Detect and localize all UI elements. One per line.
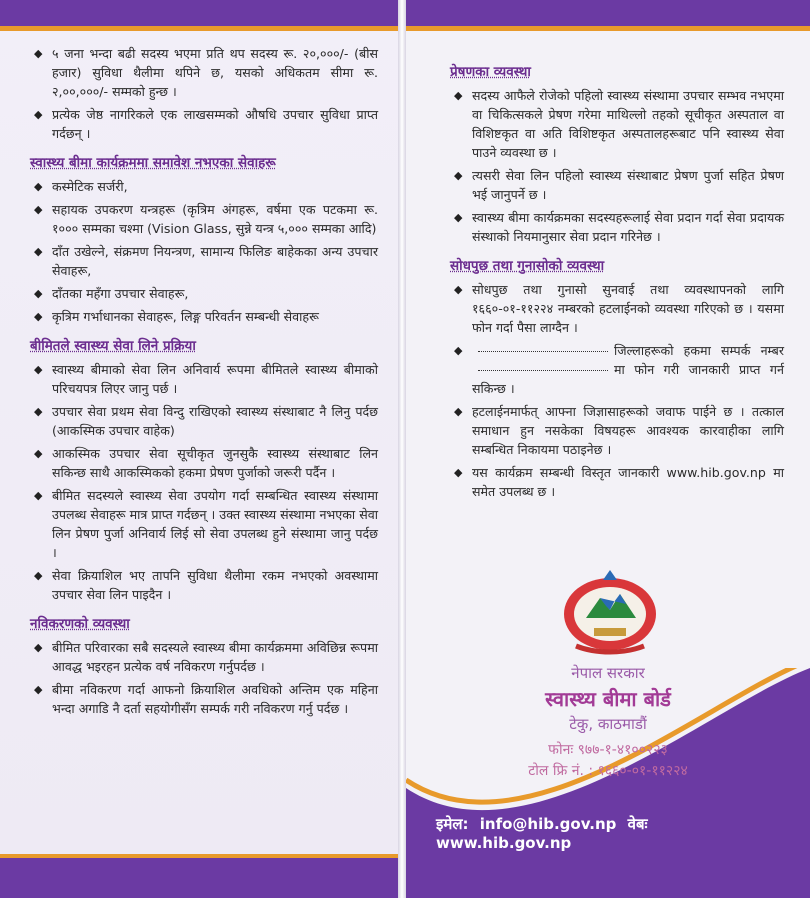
list-item: ◆ सहायक उपकरण यन्त्रहरू (कृत्रिम अंगहरू, वर्षमा एक पटकमा रू. १००० सम्मका चश्मा (Vision Glass, सुन्ने यन्त्र ५,००० सम्मका आदि) bbox=[30, 200, 378, 238]
list-item: ◆ सोधपुछ तथा गुनासो सुनवाई तथा व्यवस्थापनको लागि १६६०-०१-११२२४ नम्बरको हटलाईनको व्यवस्था गरिएको छ । यसमा फोन गर्दा पैसा लाग्दैन । bbox=[450, 280, 784, 337]
list-item: ◆ सेवा क्रियाशिल भए तापनि सुविधा थैलीमा रकम नभएको अवस्थामा उपचार सेवा लिन पाइदैन । bbox=[30, 566, 378, 604]
fold-line bbox=[398, 0, 406, 898]
email-label: इमेल: bbox=[436, 815, 469, 833]
list-item: ◆ कृत्रिम गर्भाधानका सेवाहरू, लिङ्ग परिवर्तन सम्बन्धी सेवाहरू bbox=[30, 307, 378, 326]
org-block bbox=[406, 663, 810, 780]
address: टेकु, काठमाडौं bbox=[569, 715, 647, 733]
left-content bbox=[30, 44, 378, 722]
referral-heading: प्रेषणका व्यवस्था bbox=[450, 64, 531, 80]
top-band bbox=[406, 0, 810, 26]
renewal-heading: नविकरणको व्यवस्था bbox=[30, 616, 130, 632]
blank-line bbox=[478, 370, 608, 371]
district-text-2: मा फोन गरी जानकारी प्राप्त गर्न सकिन्छ । bbox=[472, 362, 784, 396]
referral-list bbox=[450, 86, 784, 246]
government-label: नेपाल सरकार bbox=[571, 664, 645, 682]
top-stripe bbox=[0, 26, 398, 31]
district-text-1: जिल्लाहरूको हकमा सम्पर्क नम्बर bbox=[614, 343, 784, 358]
intro-list bbox=[30, 44, 378, 143]
excluded-services-heading: स्वास्थ्य बीमा कार्यक्रममा समावेश नभएका सेवाहरू bbox=[30, 155, 276, 171]
list-item: ◆ स्वास्थ्य बीमाको सेवा लिन अनिवार्य रूपमा बीमितले स्वास्थ्य बीमाको परिचयपत्र लिएर जानु पर्छ । bbox=[30, 360, 378, 398]
list-item: ◆ दाँत उखेल्ने, संक्रमण नियन्त्रण, सामान्य फिलिङ बाहेकका अन्य उपचार सेवाहरू, bbox=[30, 242, 378, 280]
process-list bbox=[30, 360, 378, 604]
grievance-list bbox=[450, 280, 784, 501]
web-label: वेबः bbox=[627, 815, 648, 833]
top-band bbox=[0, 0, 398, 26]
excluded-list bbox=[30, 177, 378, 326]
list-item: ◆ स्वास्थ्य बीमा कार्यक्रमका सदस्यहरूलाई सेवा प्रदान गर्दा सेवा प्रदायक संस्थाको नियमानुसार सेवा प्रदान गरिनेछ । bbox=[450, 208, 784, 246]
list-item: ◆ दाँतका महँगा उपचार सेवाहरू, bbox=[30, 284, 378, 303]
nepal-emblem-icon bbox=[556, 568, 664, 656]
email-link[interactable]: info@hib.gov.np bbox=[479, 815, 617, 833]
list-item: ◆ प्रत्येक जेष्ठ नागरिकले एक लाखसम्मको औषधि उपचार सुविधा प्राप्त गर्दछन् । bbox=[30, 105, 378, 143]
top-stripe bbox=[406, 26, 810, 31]
process-heading: बीमितले स्वास्थ्य सेवा लिने प्रक्रिया bbox=[30, 338, 196, 354]
list-item: ◆ उपचार सेवा प्रथम सेवा विन्दु राखिएको स्वास्थ्य संस्थाबाट नै लिनु पर्दछ (आकस्मिक उपचार वाहेक) bbox=[30, 402, 378, 440]
list-item: ◆ यस कार्यक्रम सम्बन्धी विस्तृत जानकारी www.hib.gov.np मा समेत उपलब्ध छ । bbox=[450, 463, 784, 501]
list-item district-item bbox=[450, 341, 784, 398]
contact-line bbox=[436, 814, 800, 852]
left-panel bbox=[0, 0, 398, 898]
list-item: ◆ बीमित सदस्यले स्वास्थ्य सेवा उपयोग गर्दा सम्बन्धित स्वास्थ्य संस्थामा उपलब्ध सेवाहरू मात्र प्राप्त गर्दछन् । उक्त स्वास्थ्य संस्थामा नभएका सेवा लिन प्रेषण पुर्जा अनिवार्य लिई सो सेवा उपलब्ध हुने संस्थामा जानु पर्दछ । bbox=[30, 486, 378, 562]
blank-line bbox=[478, 351, 608, 352]
list-item: ◆ सदस्य आफैले रोजेको पहिलो स्वास्थ्य संस्थामा उपचार सम्भव नभएमा वा चिकित्सकले प्रेषण गरेमा माथिल्लो तहको सूचीकृत अस्पताल वा विशिष्टकृत वा अति विशिष्टकृत अस्पतालहरूबाट पनि स्वास्थ्य सेवा पाउने व्यवस्था छ । bbox=[450, 86, 784, 162]
renewal-list bbox=[30, 638, 378, 718]
phone-number: फोनः ९७७-१-४१००२२३ bbox=[548, 742, 668, 758]
list-item: ◆ त्यसरी सेवा लिन पहिलो स्वास्थ्य संस्थाबाट प्रेषण पुर्जा सहित प्रेषण भई जानुपर्ने छ । bbox=[450, 166, 784, 204]
list-item: ◆ हटलाईनमार्फत् आफ्ना जिज्ञासाहरूको जवाफ पाईने छ । तत्काल समाधान हुन नसकेका विषयहरू आवश्यक कारवाहीका लागि सम्बन्धित निकायमा पठाइनेछ । bbox=[450, 402, 784, 459]
list-item: ◆ बीमा नविकरण गर्दा आफनो क्रियाशिल अवधिको अन्तिम एक महिना भन्दा अगाडि नै दर्ता सहयोगीसँग सम्पर्क गरी नविकरण गर्नु पर्दछ । bbox=[30, 680, 378, 718]
list-item: ◆ आकस्मिक उपचार सेवा सूचीकृत जुनसुकै स्वास्थ्य संस्थाबाट लिन सकिन्छ साथै आकस्मिकको हकमा प्रेषण पुर्जाको जरूरी पर्दैन । bbox=[30, 444, 378, 482]
list-item: ◆ कस्मेटिक सर्जरी, bbox=[30, 177, 378, 196]
list-item: ◆ बीमित परिवारका सबै सदस्यले स्वास्थ्य बीमा कार्यक्रममा अविछिन्न रूपमा आवद्ध भइरहन प्रत्येक वर्ष नविकरण गर्नुपर्दछ । bbox=[30, 638, 378, 676]
bottom-band bbox=[0, 858, 398, 898]
grievance-heading: सोधपुछ तथा गुनासोको व्यवस्था bbox=[450, 258, 605, 274]
list-item: ◆ ५ जना भन्दा बढी सदस्य भएमा प्रति थप सदस्य रू. २०,०००/- (बीस हजार) सुविधा थैलीमा थपिने छ, यसको अधिकतम सीमा रू. २,००,०००/- सम्मको हुन्छ । bbox=[30, 44, 378, 101]
web-link[interactable]: www.hib.gov.np bbox=[436, 834, 572, 852]
tollfree-number: टोल फ्रि नं. : १६६०-०१-११२२४ bbox=[528, 763, 688, 779]
board-name: स्वास्थ्य बीमा बोर्ड bbox=[545, 687, 671, 711]
bottom-band bbox=[406, 858, 810, 898]
right-content bbox=[450, 52, 784, 505]
right-panel bbox=[406, 0, 810, 898]
